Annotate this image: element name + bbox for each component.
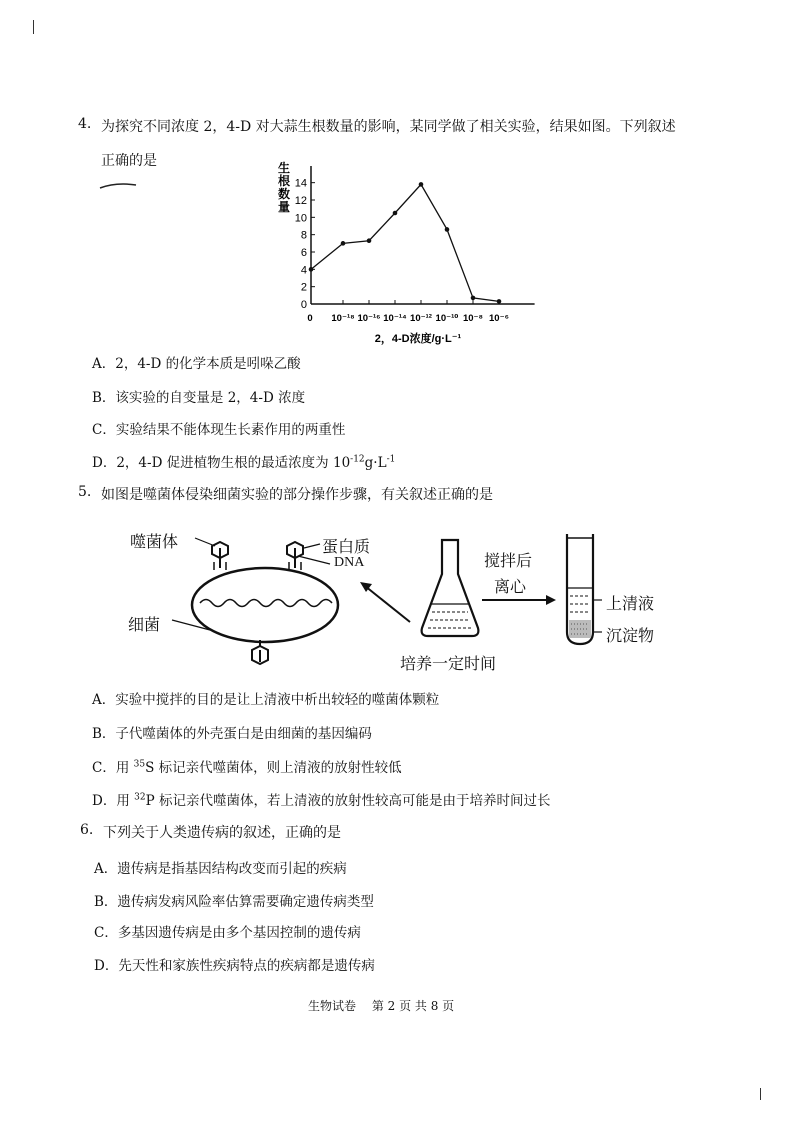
- q5-stem: 如图是噬菌体侵染细菌实验的部分操作步骤，有关叙述正确的是: [101, 487, 493, 503]
- series-line: [311, 184, 499, 301]
- option-text: 实验中搅拌的目的是让上清液中析出较轻的噬菌体颗粒: [115, 692, 440, 708]
- data-point: [393, 211, 398, 216]
- option-letter: D．: [94, 958, 119, 974]
- label-protein: 蛋白质: [322, 537, 371, 556]
- y-axis-label: 数: [278, 187, 291, 201]
- y-axis-label: 根: [278, 174, 291, 188]
- page-footer: 生物试卷 第 2 页 共 8 页: [308, 999, 455, 1013]
- phage-particle: [287, 542, 303, 570]
- y-tick-label: 8: [300, 229, 307, 242]
- bacterial-dna: [200, 600, 332, 607]
- option-text: 先天性和家族性疾病特点的疾病都是遗传病: [118, 958, 375, 974]
- y-axis-label: 生: [278, 161, 291, 175]
- label-bacterium: 细菌: [128, 615, 161, 634]
- y-tick-label: 2: [300, 281, 307, 294]
- y-tick-label: 0: [300, 299, 307, 311]
- q6-option-d: [94, 954, 375, 974]
- option-text: 用: [115, 760, 134, 776]
- flask-arrow: [365, 586, 410, 622]
- option-letter: C．: [92, 422, 116, 438]
- option-text: 子代噬菌体的外壳蛋白是由细菌的基因编码: [115, 726, 372, 742]
- centrifuge-tube: [567, 534, 602, 644]
- option-text: 遗传病是指基因结构改变而引起的疾病: [117, 861, 347, 877]
- dna-leader: [298, 556, 330, 564]
- y-tick-label: 12: [294, 195, 307, 207]
- option-text: 用: [116, 793, 135, 809]
- option-text: 遗传病发病风险率估算需要确定遗传病类型: [117, 894, 374, 910]
- q5-option-b: [92, 722, 372, 742]
- x-axis-label: 2，4-D浓度/g·L⁻¹: [374, 333, 462, 345]
- data-point: [471, 296, 476, 301]
- label-supernatant: 上清液: [606, 594, 655, 613]
- x-tick-label: 10⁻⁶: [489, 313, 509, 324]
- x-tick-label: 10⁻¹⁴: [383, 313, 407, 324]
- y-axis-label: 量: [278, 200, 291, 214]
- label-precipitate: 沉淀物: [606, 626, 655, 645]
- y-tick-label: 6: [300, 247, 307, 259]
- option-letter: D．: [92, 793, 117, 809]
- option-text: 2，4-D 促进植物生根的最适浓度为 10: [116, 455, 351, 471]
- q6-number: 6.: [80, 822, 94, 838]
- option-letter: C．: [94, 925, 118, 941]
- label-culture-time: 培养一定时间: [400, 654, 497, 673]
- q4-stem-line1: 为探究不同浓度 2，4-D 对大蒜生根数量的影响，某同学做了相关实验，结果如图。下列叙述: [101, 119, 676, 135]
- option-letter: B．: [92, 726, 116, 742]
- protein-leader: [304, 544, 320, 548]
- data-point: [445, 227, 450, 232]
- handwritten-mark: [98, 180, 140, 192]
- y-tick-label: 10: [294, 212, 307, 225]
- q5-option-d: [92, 789, 550, 809]
- data-point: [419, 182, 424, 187]
- x-tick-label: 10⁻¹⁶: [357, 313, 381, 324]
- q4-number: 4.: [78, 116, 92, 132]
- option-text: 多基因遗传病是由多个基因控制的遗传病: [117, 925, 361, 941]
- data-point: [341, 241, 346, 246]
- scan-mark: [33, 20, 34, 34]
- x-tick-label: 10⁻¹⁰: [435, 313, 459, 324]
- data-point: [309, 267, 314, 272]
- q5-number: 5.: [78, 484, 92, 500]
- data-point: [497, 299, 502, 304]
- q6-option-b: [94, 890, 374, 910]
- x-tick-label: 10⁻⁸: [462, 313, 484, 324]
- label-dna: DNA: [334, 555, 365, 570]
- option-sup: 32: [134, 792, 146, 803]
- q4-option-c: [92, 418, 345, 438]
- option-sup: -1: [386, 454, 396, 465]
- q4-option-d: [92, 451, 395, 471]
- label-centrifuge: 离心: [494, 577, 527, 596]
- scan-mark: [760, 1088, 761, 1100]
- option-text: 实验结果不能体现生长素作用的两重性: [115, 422, 346, 438]
- option-letter: B．: [94, 894, 118, 910]
- x-tick-label: 10⁻¹⁸: [331, 313, 355, 324]
- label-stir: 搅拌后: [484, 551, 533, 570]
- option-text: 2，4-D 的化学本质是吲哚乙酸: [115, 356, 301, 372]
- option-sup: -12: [350, 454, 365, 465]
- option-letter: A．: [92, 356, 116, 372]
- option-text: 该实验的自变量是 2，4-D 浓度: [115, 390, 306, 406]
- option-text: P 标记亲代噬菌体，若上清液的放射性较高可能是由于培养时间过长: [145, 793, 551, 809]
- option-letter: C．: [92, 760, 116, 776]
- option-letter: B．: [92, 390, 116, 406]
- q4-option-a: [92, 352, 301, 372]
- x-tick-label: 0: [307, 313, 313, 324]
- phage-leader: [195, 538, 215, 546]
- culture-flask: [422, 540, 479, 636]
- phage-particle: [252, 640, 268, 664]
- option-letter: A．: [94, 861, 118, 877]
- arrow-head-icon: [546, 595, 556, 605]
- y-tick-label: 14: [294, 177, 307, 190]
- q5-option-c: [92, 756, 402, 776]
- option-letter: D．: [92, 455, 117, 471]
- q6-option-c: [94, 921, 361, 941]
- option-text: S 标记亲代噬菌体，则上清液的放射性较低: [145, 760, 402, 776]
- q6-option-a: [94, 857, 347, 877]
- q5-option-a: [92, 688, 439, 708]
- q4-option-b: [92, 386, 305, 406]
- rooting-chart: [268, 158, 538, 348]
- option-text: g·L: [364, 455, 387, 471]
- data-point: [367, 238, 372, 243]
- x-tick-label: 10⁻¹²: [410, 313, 432, 324]
- q6-stem: 下列关于人类遗传病的叙述，正确的是: [103, 825, 341, 841]
- option-letter: A．: [92, 692, 116, 708]
- y-tick-label: 4: [300, 264, 307, 277]
- option-sup: 35: [133, 759, 146, 770]
- q4-stem-line2: 正确的是: [101, 153, 157, 169]
- label-phage: 噬菌体: [130, 532, 179, 551]
